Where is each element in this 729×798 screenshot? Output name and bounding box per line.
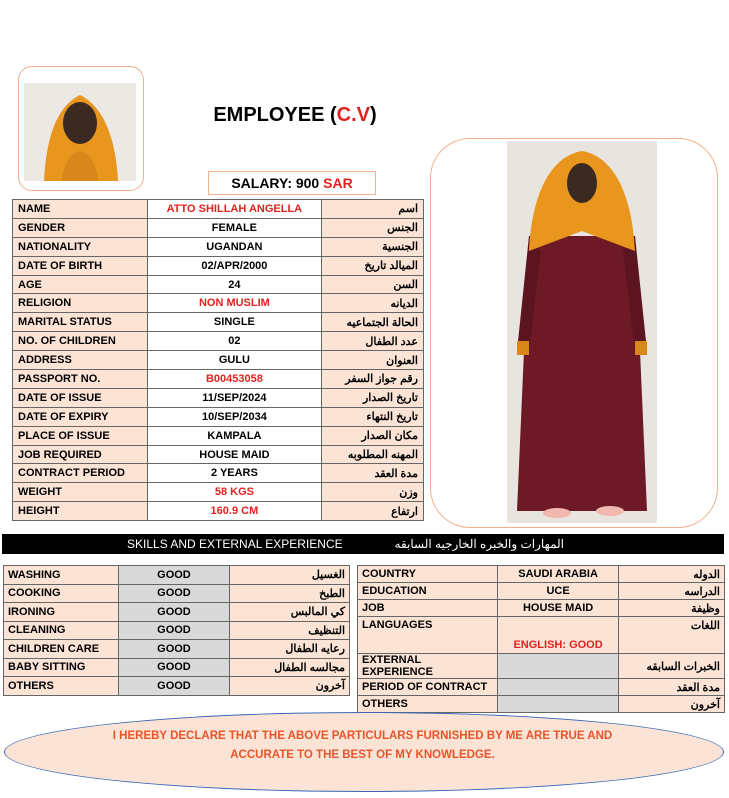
- skill-label: OTHERS: [4, 677, 119, 696]
- skill-row: [4, 603, 350, 622]
- country-arabic: الدوله: [619, 566, 725, 583]
- experience-row-country: [358, 566, 725, 583]
- skill-row: [4, 677, 350, 696]
- skill-row: [4, 658, 350, 677]
- info-label: NAME: [13, 200, 148, 219]
- experience-row-languages: [358, 617, 725, 654]
- others-label: OTHERS: [358, 696, 498, 713]
- full-body-photo-frame: [430, 138, 718, 528]
- info-row: [13, 483, 424, 502]
- info-row: [13, 502, 424, 521]
- skill-value: GOOD: [119, 584, 229, 603]
- info-label: PLACE OF ISSUE: [13, 426, 148, 445]
- external-label: EXTERNAL EXPERIENCE: [358, 654, 498, 679]
- info-label: RELIGION: [13, 294, 148, 313]
- skill-value: GOOD: [119, 640, 229, 659]
- info-row: [13, 426, 424, 445]
- info-arabic-label: تاريخ النتهاء: [321, 407, 423, 426]
- info-label: WEIGHT: [13, 483, 148, 502]
- salary-label: SALARY: 900: [231, 175, 324, 191]
- info-value: 02/APR/2000: [148, 256, 322, 275]
- portrait-photo: [24, 83, 136, 181]
- skills-table: [3, 565, 350, 696]
- info-label: DATE OF BIRTH: [13, 256, 148, 275]
- education-value: UCE: [497, 583, 619, 600]
- job-arabic: وظيفة: [619, 600, 725, 617]
- info-arabic-label: الديانه: [321, 294, 423, 313]
- info-arabic-label: الجنس: [321, 218, 423, 237]
- info-arabic-label: اسم: [321, 200, 423, 219]
- skill-label: BABY SITTING: [4, 658, 119, 677]
- others-value: [497, 696, 619, 713]
- info-value: ATTO SHILLAH ANGELLA: [148, 200, 322, 219]
- info-label: CONTRACT PERIOD: [13, 464, 148, 483]
- skills-header-arabic: المهارات والخبره الخارجيه السابقه: [394, 537, 564, 551]
- info-value: FEMALE: [148, 218, 322, 237]
- info-label: DATE OF EXPIRY: [13, 407, 148, 426]
- job-label: JOB: [358, 600, 498, 617]
- info-arabic-label: الحالة الجتماعيه: [321, 313, 423, 332]
- skill-label: COOKING: [4, 584, 119, 603]
- period-label: PERIOD OF CONTRACT: [358, 679, 498, 696]
- skill-value: GOOD: [119, 658, 229, 677]
- info-label: NATIONALITY: [13, 237, 148, 256]
- skill-label: CLEANING: [4, 621, 119, 640]
- others-arabic: آخرون: [619, 696, 725, 713]
- info-label: AGE: [13, 275, 148, 294]
- experience-row-job: [358, 600, 725, 617]
- info-arabic-label: الجنسية: [321, 237, 423, 256]
- skill-arabic-label: التنظيف: [229, 621, 349, 640]
- skill-label: CHILDREN CARE: [4, 640, 119, 659]
- info-arabic-label: وزن: [321, 483, 423, 502]
- experience-row-education: [358, 583, 725, 600]
- country-value: SAUDI ARABIA: [497, 566, 619, 583]
- info-arabic-label: تاريخ الصدار: [321, 388, 423, 407]
- info-value: 10/SEP/2034: [148, 407, 322, 426]
- info-value: 02: [148, 332, 322, 351]
- experience-table: [357, 565, 725, 713]
- info-label: NO. OF CHILDREN: [13, 332, 148, 351]
- skills-header-english: SKILLS AND EXTERNAL EXPERIENCE: [127, 537, 343, 551]
- info-value: 58 KGS: [148, 483, 322, 502]
- info-arabic-label: الميالد تاريخ: [321, 256, 423, 275]
- info-label: MARITAL STATUS: [13, 313, 148, 332]
- skill-label: IRONING: [4, 603, 119, 622]
- info-row: [13, 200, 424, 219]
- page-title: EMPLOYEE (C.V): [213, 104, 377, 126]
- external-arabic: الخبرات السابقه: [619, 654, 725, 679]
- portrait-image: [24, 83, 136, 181]
- info-row: [13, 332, 424, 351]
- skill-label: WASHING: [4, 566, 119, 585]
- personal-info-table: [12, 199, 424, 521]
- info-row: [13, 294, 424, 313]
- info-arabic-label: السن: [321, 275, 423, 294]
- info-arabic-label: رقم جواز السفر: [321, 370, 423, 389]
- experience-row-period: [358, 679, 725, 696]
- info-row: [13, 445, 424, 464]
- country-label: COUNTRY: [358, 566, 498, 583]
- external-value: [497, 654, 619, 679]
- portrait-photo-frame: [18, 66, 144, 191]
- education-arabic: الدراسه: [619, 583, 725, 600]
- info-row: [13, 407, 424, 426]
- skill-arabic-label: آخرون: [229, 677, 349, 696]
- info-value: KAMPALA: [148, 426, 322, 445]
- info-arabic-label: مدة العقد: [321, 464, 423, 483]
- info-arabic-label: العنوان: [321, 351, 423, 370]
- info-value: B00453058: [148, 370, 322, 389]
- info-label: HEIGHT: [13, 502, 148, 521]
- info-row: [13, 388, 424, 407]
- full-body-photo: [507, 141, 657, 523]
- info-value: GULU: [148, 351, 322, 370]
- info-row: [13, 351, 424, 370]
- skill-arabic-label: الطبخ: [229, 584, 349, 603]
- skill-row: [4, 621, 350, 640]
- info-value: SINGLE: [148, 313, 322, 332]
- skill-value: GOOD: [119, 566, 229, 585]
- info-arabic-label: عدد الطفال: [321, 332, 423, 351]
- experience-row-others: [358, 696, 725, 713]
- info-row: [13, 275, 424, 294]
- skill-arabic-label: الغسيل: [229, 566, 349, 585]
- info-row: [13, 218, 424, 237]
- experience-row-external: [358, 654, 725, 679]
- info-label: PASSPORT NO.: [13, 370, 148, 389]
- skills-header-bar: [2, 534, 724, 554]
- skill-value: GOOD: [119, 621, 229, 640]
- info-row: [13, 313, 424, 332]
- info-value: HOUSE MAID: [148, 445, 322, 464]
- skill-row: [4, 640, 350, 659]
- skill-arabic-label: كي المالبس: [229, 603, 349, 622]
- info-label: JOB REQUIRED: [13, 445, 148, 464]
- salary-currency: SAR: [323, 175, 353, 191]
- info-label: DATE OF ISSUE: [13, 388, 148, 407]
- info-value: 2 YEARS: [148, 464, 322, 483]
- salary-box: [208, 171, 376, 195]
- info-value: 11/SEP/2024: [148, 388, 322, 407]
- languages-label: LANGUAGES: [358, 617, 498, 654]
- skill-arabic-label: مجالسه الطفال: [229, 658, 349, 677]
- skill-row: [4, 584, 350, 603]
- info-value: 24: [148, 275, 322, 294]
- info-row: [13, 370, 424, 389]
- info-label: ADDRESS: [13, 351, 148, 370]
- info-value: UGANDAN: [148, 237, 322, 256]
- declaration-text: I HEREBY DECLARE THAT THE ABOVE PARTICULARS FURNISHED BY ME ARE TRUE AND ACCURATE TO THE BEST OF MY KNOWLEDGE.: [112, 730, 613, 761]
- info-row: [13, 256, 424, 275]
- info-arabic-label: مكان الصدار: [321, 426, 423, 445]
- info-arabic-label: المهنه المطلوبه: [321, 445, 423, 464]
- job-value: HOUSE MAID: [497, 600, 619, 617]
- info-value: 160.9 CM: [148, 502, 322, 521]
- full-body-image: [507, 141, 657, 523]
- info-arabic-label: ارتفاع: [321, 502, 423, 521]
- info-row: [13, 464, 424, 483]
- period-value: [497, 679, 619, 696]
- info-row: [13, 237, 424, 256]
- skill-value: GOOD: [119, 603, 229, 622]
- info-value: NON MUSLIM: [148, 294, 322, 313]
- period-arabic: مدة العقد: [619, 679, 725, 696]
- education-label: EDUCATION: [358, 583, 498, 600]
- skill-value: GOOD: [119, 677, 229, 696]
- languages-arabic: اللغات: [619, 617, 725, 654]
- info-label: GENDER: [13, 218, 148, 237]
- skill-arabic-label: رعايه الطفال: [229, 640, 349, 659]
- languages-value: ENGLISH: GOOD: [497, 617, 619, 654]
- skill-row: [4, 566, 350, 585]
